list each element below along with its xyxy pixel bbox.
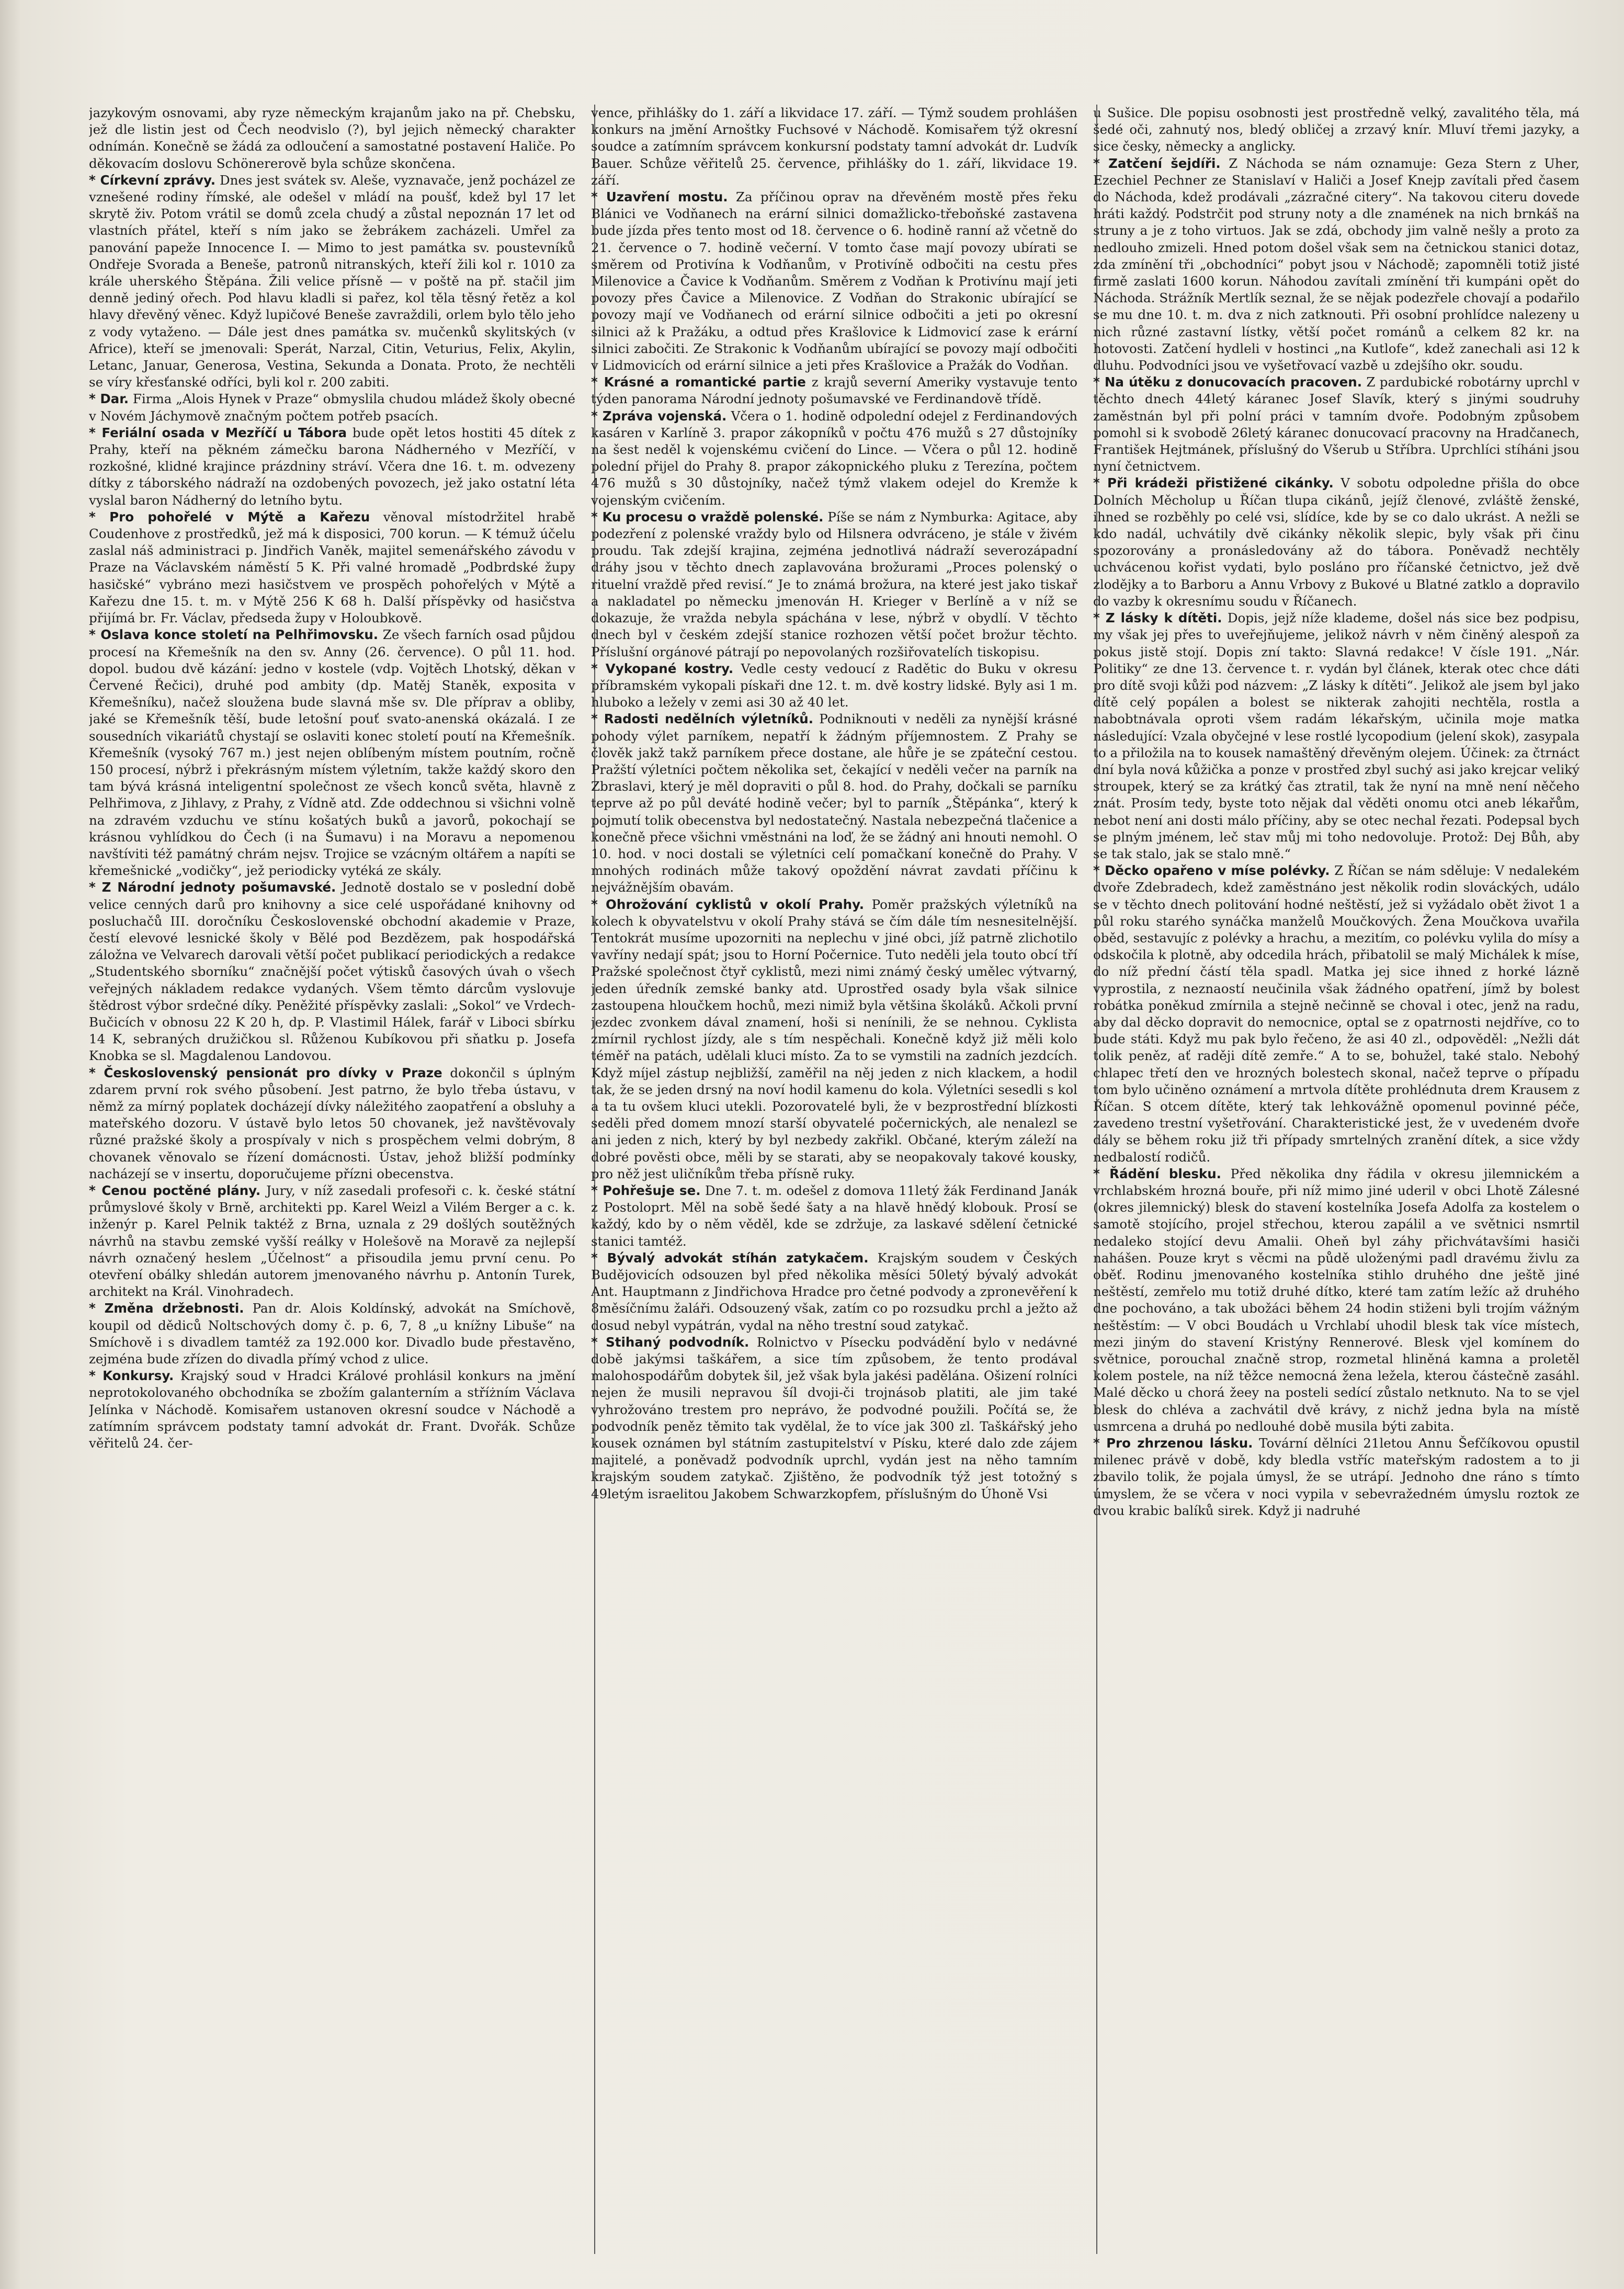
- news-item-heading: * Změna držebnosti.: [89, 1301, 244, 1316]
- news-item: [1093, 1166, 1580, 1435]
- news-item-heading: * Uzavření mostu.: [591, 189, 728, 205]
- news-item: [591, 1250, 1077, 1334]
- news-item-heading: * Pro zhrzenou lásku.: [1093, 1436, 1253, 1451]
- news-item-heading: * Ohrožování cyklistů v okolí Prahy.: [591, 896, 865, 912]
- news-item-heading: * Bývalý advokát stíhán zatykačem.: [591, 1250, 869, 1266]
- column-middle: [591, 105, 1077, 2254]
- news-item: [89, 172, 575, 391]
- news-item-text: jazykovým osnovami, aby ryze německým krajanům jako na př. Chebsku, jež dle listin jest od Čech neodvislo (?), byl jejich německý charakter odnímán. Konečně se žádá za odloučení a samostatné postavení Haliče. Po děkovacím doslovu Schönererově byla schůze skončena.: [89, 105, 575, 171]
- news-item-heading: * Radosti nedělních výletníků.: [591, 711, 814, 727]
- news-item-heading: * Zatčení šejdíři.: [1093, 155, 1221, 171]
- news-item-text: Z Říčan se nám sděluje: V nedalekém dvoře Zdebradech, kdež zaměstnáno jest několik rodin slováckých, událo se v těchto dnech politování hodné neštěstí, jež si vyžádalo obět život 1 a půl roku starého synáčka manželů Moučkových. Žena Moučkova uvařila oběd, sestavujíc z polévky a hrachu, a mezitím, co polévku vylila do mísy a odskočila k plotně, aby odcedila hrách, přibatolil se malý Michálek k míse, do níž přední částí těla spadl. Matka jej sice ihned z horké lázně vyprostila, z neznaostí neučinila však žádného opatření, jímž by bolest robátka poněkud zmírnila a stejně nečinně se choval i otec, jenž na radu, aby dal děcko dopravit do nemocnice, optal se z opatrnosti nejdříve, co to bude státi. Když mu pak bylo řečeno, že asi 40 zl., odpověděl: „Nežli dát tolik peněz, ať raději dítě zemře.“ A to se, bohužel, také stalo. Nebohý chlapec třetí den ve hrozných bolestech skonal, načež teprve o případu tom bylo učiněno oznámení a mrtvola dítěte prohlédnuta drem Krausem z Říčan. S otcem dítěte, který tak lehkovážně opomenul povinné péče, zavedeno trestní vyšetřování. Charakteristické jest, že v uvedeném dvoře dály se během roku již tři případy smrtelných zranění dítek, a sice vždy nedbalostí rodičů.: [1093, 863, 1580, 1165]
- news-item: [89, 1182, 575, 1300]
- news-item: [89, 509, 575, 627]
- news-item-heading: * Konkursy.: [89, 1368, 174, 1384]
- news-item-heading: * Zpráva vojenská.: [591, 408, 727, 424]
- news-item-text: vence, přihlášky do 1. září a likvidace 17. září. — Týmž soudem prohlášen konkurs na jmění Arnoštky Fuchsové v Náchodě. Komisařem týž okresní soudce a zatímním správcem konkursní podstaty tamní advokát dr. Ludvík Bauer. Schůze věřitelů 25. července, přihlášky do 1. září, likvidace 19. září.: [591, 105, 1077, 188]
- news-item: [89, 1368, 575, 1452]
- news-item-text: Z Náchoda se nám oznamuje: Geza Stern z Uher, Ezechiel Pechner ze Stanislaví v Haliči a Josef Knejp zavítali před časem do Náchoda, kdež prodávali „zázračné citery“. Na takovou citeru dovede hráti každý. Podstrčit pod struny noty a dle znamének na nich brnkáš na struny a je z toho virtuos. Jak se zdá, obchody jim valně nešly a proto za nedlouho zmizeli. Hned potom došel však sem na četnickou stanici dotaz, zda zmínění tři „obchodníci“ pobyt jsou v Náchodě; zapomněli totiž jisté firmě zaslati 1600 korun. Náhodou zavítali zmínění tři kumpáni opět do Náchoda. Strážník Mertlík seznal, že se nějak podezřele chovají a podařilo se mu dne 10. t. m. dva z nich zatknouti. Při osobní prohlídce nalezeny u nich různé zastavní lístky, větší počet románů a celkem 82 kr. na hotovosti. Zatčení hydleli v hostinci „na Kutlofe“, kdež zanechali asi 12 k dluhu. Podvodníci jsou ve vyšetřovací vazbě u zdejšího okr. soudu.: [1093, 155, 1580, 373]
- column-right: [1093, 105, 1580, 2254]
- column-left: [89, 105, 575, 2254]
- news-item: [591, 374, 1077, 407]
- news-item-heading: * Stihaný podvodník.: [591, 1334, 749, 1350]
- news-item: [1093, 610, 1580, 862]
- news-item: [591, 660, 1077, 711]
- news-item-text: Jury, v níž zasedali profesoři c. k. české státní průmyslové školy v Brně, architekti pp. Karel Weizl a Vilém Berger a c. k. inženýr p. Karel Pelnik taktéž z Brna, uznala z 29 došlých soutěžných návrhů na stavbu zemské vyšší reálky v Holešově na Moravě za nejlepší návrh označený heslem „Účelnost“ a přisoudila jemu první cenu. Po otevření obálky shledán autorem jmenovaného návrhu p. Antonín Turek, architekt na Král. Vinohradech.: [89, 1183, 575, 1300]
- news-item-text: Píše se nám z Nymburka: Agitace, aby podezření z polenské vraždy bylo od Hilsnera odvráceno, je stále v živém proudu. Tak zdejší krajina, zejména jednotlivá nádraží severozápadní dráhy jsou v těchto dnech zaplavována brožurami „Proces polenský o rituelní vraždě před revisí.“ Je to známá brožura, na které jest jako tiskař a nakladatel po německu jmenován H. Krieger v Berlíně a v níž se dokazuje, že vražda nebyla spáchána v lese, nýbrž v obydlí. V těchto dnech byl v českém zdejší stanice rozhozen větší počet brožur těchto. Příslušní orgánové pátrají po nepovolaných rozšiřovatelích tiskopisu.: [591, 509, 1077, 659]
- news-item: [591, 1334, 1077, 1502]
- news-item-heading: * Oslava konce století na Pelhřimovsku.: [89, 627, 379, 643]
- news-item: [591, 1182, 1077, 1250]
- news-item-text: Ze všech farních osad půjdou procesí na Křemešník na den sv. Anny (26. července). O půl 11. hod. dopol. budou dvě kázání: jedno v kostele (vdp. Vojtěch Lhotský, děkan v Červené Řečici), druhé pod ambity (dp. Matěj Staněk, exposita v Křemešníku), načež sloužena bude slavná mše sv. Dle příprav a obliby, jaké se Křemešník těší, bude letošní pouť svato-anenská okázalá. I ze sousedních vikariátů chystají se oslaviti konec století poutí na Křemešník. Křemešník (vysoký 767 m.) jest nejen oblíbeným místem poutním, ročně 150 procesí, nýbrž i překrásným místem výletním, takže každý skoro den tam bývá krásná inteligentní společnost ze všech konců světa, hlavně z Pelhřimova, z Jihlavy, z Prahy, z Vídně atd. Zde oddechnou si všichni volně na zdravém vzduchu ve stínu košatých buků a javorů, pokochají se krásnou vyhlídkou do Čech (i na Šumavu) i na Moravu a nepomenou navštíviti též památný chrám nejsv. Trojice se vzácným oltářem a napíti se křemešnické „vodičky“, jež periodicky vytéká ze skály.: [89, 627, 575, 879]
- news-item-text: Vedle cesty vedoucí z Radětic do Buku v okresu příbramském vykopali pískaři dne 12. t. m. dvě kostry lidské. Byly asi 1 m. hluboko a ležely v zemi asi 30 až 40 let.: [591, 660, 1077, 710]
- news-item-heading: * Děcko opařeno v míse polévky.: [1093, 863, 1330, 879]
- news-item-heading: * Řádění blesku.: [1093, 1166, 1221, 1181]
- news-item-text: Podniknouti v neděli za nynější krásné pohody výlet parníkem, nepatří k žádným příjemnostem. Z Prahy se člověk jakž takž parníkem přece dostane, ale hůře je se zpáteční cestou. Pražští výletníci počtem několika set, čekající v neděli večer na parník na Zbraslavi, který je měl dopraviti o půl 8. hod. do Prahy, dočkali se parníku teprve až po půl deváté hodině večer; byl to parník „Štěpánka“, který k pojmutí tolik obecenstva byl nedostatečný. Nastala nebezpečná tlačenice a konečně přece všichni vměstnáni na loď, že se žádný ani hnouti nemohl. O 10. hod. v noci dostali se výletníci celí pomačkaní konečně do Prahy. V mnohých rodinách může takový opoždění návrat zavdati příčinu k nejvážnějším obavám.: [591, 711, 1077, 895]
- news-item-text: V sobotu odpoledne přišla do obce Dolních Měcholup u Říčan tlupa cikánů, jejíž členové, zvláště ženské, ihned se rozběhly po celé vsi, slídíce, kde by se co dalo ukrást. A nežli se kdo nadál, uchvátily dvě cikánky několik slepic, byly však při činu spozorovány a pronásledovány až do tábora. Poněvadž nechtěly uchvácenou kořist vydati, bylo posláno pro říčanské četnictvo, jež dvě zlodějky a to Barboru a Annu Vrbovy z Bukové u Blatné zatklo a dopravilo do vazby k okresnímu soudu v Říčanech.: [1093, 475, 1580, 609]
- news-item: [89, 1065, 575, 1182]
- news-item-text: Za příčinou oprav na dřevěném mostě přes řeku Blánici ve Vodňanech na erární silnici domažlicko-třeboňské zastavena bude jízda přes tento most od 18. července o 6. hodině ranní až včetně do 21. července o 7. hodině večerní. V tomto čase mají povozy ubírati se směrem od Protivína k Vodňanům, v Protivíně odbočiti na cestu přes Milenovice a Čavice k Vodňanům. Směrem z Vodňan k Protivínu mají jeti povozy přes Čavice a Milenovice. Z Vodňan do Strakonic ubírající se povozy mají ve Vodňanech od erární silnice odbočiti a jeti po okresní silnici až k Pražáku, a odtud přes Krašlovice k Lidmovicí zase k erární silnici zabočiti. Ze Strakonic k Vodňanům ubírající se povozy mají odbočiti v Lidmovicích od erární silnice a jeti přes Krašlovice a Pražák do Vodňan.: [591, 189, 1077, 373]
- news-item: [591, 189, 1077, 374]
- news-item-text: Před několika dny řádila v okresu jilemnickém a vrchlabském hrozná bouře, při níž mimo jiné uderil v obci Lhotě Zálesné (okres jilemnický) blesk do stavení kostelníka Josefa Adolfa za kostelem o samotě stojícího, projel střechou, kterou zapálil a ve světnici nsmrtil nedaleko stojící devu Amalii. Oheň byl záhy přichvátavšími hasiči nahášen. Pouze kryt s věcmi na půdě uloženými padl dravému živlu za oběť. Rodinu jmenovaného kostelníka stihlo druhého dne ještě jiné neštěstí, zemřelo mu totiž druhé dítko, které tam zatím ležíc až druhého dne pochováno, a tak ubožáci během 24 hodin stiženi byli trojím vážným neštěstím: — V obci Boudách u Vrchlabí uhodil blesk tak více místech, mezi jiným do stavení Kristýny Rennerové. Blesk vjel komínem do světnice, porouchal značně strop, rozmetal hliněná kamna a proletěl kolem postele, na níž těžce nemocná žena ležela, kterou částečně zasáhl. Malé děcko u chorá žeey na posteli sedící zůstalo netknuto. Na to se vjel blesk do chléva a zachvátil dvě krávy, z nichž jedna byla na místě usmrcena a druhá po nedlouhé době musila býti zabita.: [1093, 1166, 1580, 1434]
- news-item-text: Pan dr. Alois Koldínský, advokát na Smíchově, koupil od dědiců Noltschových domy č. p. 6, 7, 8 „u knížny Libuše“ na Smíchově i s divadlem tamtéž za 192.000 kor. Divadlo bude přestavěno, zejména bude zřízen do divadla přímý vchod z ulice.: [89, 1301, 575, 1367]
- text-columns: [89, 105, 1580, 2254]
- news-item: [89, 1300, 575, 1368]
- news-item: [591, 896, 1077, 1182]
- news-item: [1093, 475, 1580, 610]
- news-item: [591, 711, 1077, 896]
- news-item-text: Dopis, jejž níže klademe, došel nás sice bez podpisu, my však jej přes to uveřejňujeme, jelikož návrh v něm činěný alespoň za pokus jistě stojí. Dopis zní takto: Slavná redakce! V čísle 191. „Nár. Politiky“ ze dne 13. července t. r. vydán byl článek, kterak otec chce dáti pro dítě svoji kůži pod názvem: „Z lásky k dítěti“. Jelikož ale jsem byl jako dítě celý popálen a bolest se nikterak zahojiti nechtěla, rostla a nabobtnávala oproti všem radám lékařským, učinila moje matka následující: Vzala obyčejné v lese rostlé lycopodium (jelení skok), zasypala to a přiložila na to kousek namaštěný dřevěným olejem. Účinek: za čtrnáct dní byla nová kůžička a ponze v prostřed zbyl suchý asi jako krejcar veliký stroupek, který se za krátký čas ztratil, tak že nyní na mně není něčeho znát. Prosím tedy, byste toto nějak dal věděti onomu otci aneb lékařům, nebot není ani dosti málo příčiny, aby se otec nechal řezati. Podepsal bych se plným jménem, leč stav můj mi toho nedovoluje. Protož: Dej Bůh, aby se tak stalo, jak se stalo mně.“: [1093, 610, 1580, 861]
- news-item: [1093, 1435, 1580, 1519]
- news-item-heading: * Feriální osada v Mezříčí u Tábora: [89, 425, 347, 440]
- news-item-heading: * Cenou poctěné plány.: [89, 1183, 261, 1198]
- news-item-text: Krajský soud v Hradci Králové prohlásil konkurs na jmění neprotokolovaného obchodníka se zbožím galanterním a stříżním Václava Jelínka v Náchodě. Komisařem ustanoven okresní soudce v Náchodě a zatímním správcem podstaty tamní advokát dr. Frant. Dvořák. Schůze věřitelů 24. čer-: [89, 1368, 575, 1451]
- news-item-text: Krajským soudem v Českých Budějovicích odsouzen byl před několika měsíci 50letý bývalý advokát Ant. Hauptmann z Jindřichova Hradce pro četné podvody a zpronevěření k 8měsíčnímu žaláři. Odsouzený však, zatím co po rozsudku prchl a ježto až dosud nebyl vypátrán, vydal na něho trestní soud zatykač.: [591, 1250, 1077, 1333]
- news-item-heading: * Pro pohořelé v Mýtě a Kařezu: [89, 509, 370, 525]
- news-item-heading: * Vykopané kostry.: [591, 660, 734, 676]
- page-fold-shadow: [0, 0, 21, 2289]
- news-item: [1093, 155, 1580, 374]
- news-item-text: Dne 7. t. m. odešel z domova 11letý žák Ferdinand Janák z Postoloprt. Měl na sobě šedé šaty a na hlavě hnědý klobouk. Prosí se každý, kdo by o něm věděl, kde se zdržuje, za laskavé sdělení četnické stanici tamtéž.: [591, 1183, 1077, 1249]
- news-item-text: u Sušice. Dle popisu osobnosti jest prostředně velký, zavalitého těla, má šedé oči, zahnutý nos, bledý obličej a zrzavý knír. Mluví třemi jazyky, a sice česky, německy a anglicky.: [1093, 105, 1580, 154]
- news-item: [1093, 862, 1580, 1166]
- news-item-text: Dnes jest svátek sv. Alešе, vyznavače, jenž pocházel ze vznešené rodiny římské, ale odešel v mládí na poušť, kdež byl 17 let skrytě živ. Potom vrátil se domů zcela chudý a zůstal nepoznán 17 let od vlastních přátel, kteří s ním jako se žebrákem zacházeli. Umřel za panování papeže Innocence I. — Mimo to jest památka sv. poustevníků Ondřeje Svorada a Beneše, patronů nitranských, kteří žili kol r. 1010 za krále uherského Štěpána. Žili velice přísně — v poště na př. stačil jim denně jediný ořech. Pod hlavu kladli si pařez, kol těla těsný řetěz a kol hlavy dřevěný věnec. Když lupičové Beneše zavraždili, orlem bylo tělo jeho z vody vytaženo. — Dále jest dnes památka sv. mučenků skylitských (v Africe), kteří se jmenovali: Sperát, Narzal, Citin, Veturius, Felix, Akylin, Letanc, Januar, Generosa, Vestina, Sekunda a Donata. Proto, že nechtěli se víry křesťanské odříci, byli kol r. 200 zabiti.: [89, 172, 575, 390]
- news-item: [1093, 105, 1580, 155]
- news-item-heading: * Z Národní jednoty pošumavské.: [89, 880, 336, 895]
- news-item-heading: * Pohřešuje se.: [591, 1183, 701, 1198]
- news-item-text: věnoval místodržitel hrabě Coudenhove z prostředků, jež má k disposici, 700 korun. — K témuž účelu zaslal náš administraci p. Jindřich Vaněk, majitel semenářského závodu v Praze na Václavském náměstí 5 K. Při valné hromadě „Podbrdské župy hasičské“ vybráno mezi hasičstvem ve prospěch pohořelých v Mýtě a Kařezu dne 15. t. m. v Mýtě 256 K 68 h. Další příspěvky od hasičstva přijímá br. Fr. Václav, předseda župy v Holoubkově.: [89, 509, 575, 626]
- news-item-heading: * Dar.: [89, 391, 129, 407]
- news-item-heading: * Církevní zprávy.: [89, 172, 216, 188]
- news-item-text: Rolnictvo v Písecku podvádění bylo v nedávné době jakýmsi taškářem, a sice tím způsobem, že tento prodával malohospodářům dobytek šil, jež však byla jakési padělána. Ošizení rolníci nejen že musili nepravou šíl dvoji-či trojnásob platiti, ale jim také vyhrožováno trestem pro neprávo, že podvodné použili. Počítá se, že podvodník peněz těmito tak vydělal, že to více jak 300 zl. Taškářský jeho kousek oznámen byl státním zastupitelství v Písku, které dalo zde zájem majitelé, a poněvadž podvodník uprchl, vydán jest na něho tamním krajským soudem zatykač. Zjištěno, že podvodník týž jest totožný s 49letým israelitou Jakobem Schwarzkopfem, příslušným do Úhoně Vsi: [591, 1334, 1077, 1501]
- news-item-heading: * Na útěku z donucovacích pracoven.: [1093, 374, 1362, 390]
- news-item-text: Včera o 1. hodině odpolední odejel z Ferdinandových kasáren v Karlíně 3. prapor zákopníků v počtu 476 mužů s 27 důstojníky na šest neděl k vojenskému cvičení do Lince. — Včera o půl 12. hodině polední přijel do Prahy 8. prapor zákopnického pluku z Terezína, počtem 476 mužů s 30 důstojníky, načež týmž vlakem odejel do Kremže k vojenským cvičením.: [591, 408, 1077, 508]
- news-item-heading: * Československý pensionát pro dívky v Praze: [89, 1065, 442, 1080]
- news-item-heading: * Krásné a romantické partie: [591, 374, 806, 390]
- news-item-text: Z pardubické robotárny uprchl v těchto dnech 44letý káranec Josef Slavík, který s jinými soudruhy zaměstnán byl při polní práci v tamním dvoře. Podobným způsobem pomohl si k svobodě 26letý káranec donucovací pracovny na Hradčanech, František Hejtmánek, příslušný do Všerub u Stříbra. Uprchlíci stíháni jsou nyní četnictvem.: [1093, 374, 1580, 474]
- news-item-heading: * Z lásky k dítěti.: [1093, 610, 1222, 626]
- news-item-text: z krajů severní Ameriky vystavuje tento týden panorama Národní jednoty pošumavské ve Ferdinandově třídě.: [591, 374, 1077, 407]
- news-item-text: Poměr pražských výletníků na kolech k obyvatelstvu v okolí Prahy stává se čím dále tím nesnesitelnější. Tentokrát musíme upozorniti na neplechu v jiné obci, jíž patrně zlichotilo vavříny nedají spát; jsou to Horní Počernice. Tuto neděli jela touto obcí tří Pražské společnost čtyř cyklistů, mezi nimi známý český umělec výtvarný, jeden úředník zemské banky atd. Uprostřed osady byla však silnice zastoupena hloučkem hochů, mezi nimiž byla většina školáků. Ačkoli první jezdec zvonkem dával znamení, hoši si nenínili, že se nehnou. Cyklista zmírnil rychlost jízdy, ale s tím nespěchali. Konečně když již měli kolo téměř na patách, udělali kluci místo. Za to se vymstili na zadních jezdcích. Když míjel zástup nejbližší, zaměřil na něj jeden z nich klackem, a hodil tak, že se jeden drsný na noví hodil kamenu do kola. Výletníci sesedli s kol a ta tu ovšem kluci utekli. Pozorovatelé byli, že v bezprostřední blízkosti seděli před domem mnozí starší obyvatelé počernických, ale nenalezl se ani jeden z nich, který by byl nezbedy zakřikl. Občané, kterým záleží na dobré pověsti obce, měli by se starati, aby se neopakovaly takové kousky, pro něž jest uličníkům třeba přísně ruky.: [591, 896, 1077, 1181]
- news-item-text: bude opět letos hostiti 45 dítek z Prahy, kteří na pěkném zámečku barona Nádherného v Mezříčí, v rozkošné, klidné krajince prázdniny stráví. Včera dne 16. t. m. odvezeny dítky z táborského nádraží na ozdobených povozech, jež jako ostatní léta vyslal baron Nádherný do letního bytu.: [89, 425, 575, 508]
- news-item: [591, 408, 1077, 509]
- news-item-text: Tovární dělníci 21letou Annu Šefčíkovou opustil milenec právě v době, kdy bledla vstříc mateřským radostem a to ji zbavilo tolik, že pojala úmysl, že se utrápí. Jednoho dne ráno s tímto úmyslem, že se včera v noci vypila v sebevražedném úmyslu roztok ze dvou krabic balíků sirek. Když ji nadruhé: [1093, 1436, 1580, 1518]
- news-item-text: Firma „Alois Hynek v Praze“ obmyslila chudou mládež školy obecné v Novém Jáchymově značným počtem potřeb psacích.: [89, 391, 575, 424]
- news-item: [89, 879, 575, 1064]
- news-item: [89, 425, 575, 509]
- news-item: [591, 509, 1077, 660]
- news-item: [89, 105, 575, 172]
- news-item: [89, 391, 575, 424]
- news-item-heading: * Při krádeži přistižené cikánky.: [1093, 475, 1334, 491]
- news-item-text: Jednotě dostalo se v poslední době velice cenných darů pro knihovny a sice celé uspořádané knihovny od posluchačů III. doročníku Československé obchodní akademie v Praze, čestí elevové lesnické školy v Bělé pod Bezdězem, pak hospodářská záložna ve Velvarech darovali větší počet publikací periodických a redakce „Studentského sborníku“ značnější počet výtisků časových úvah o všech veřejných nákladem redakce vydaných. Všem těmto dárcům vyslovuje štědrost výbor srdečné díky. Peněžité příspěvky zaslali: „Sokol“ ve Vrdech-Bučicích v obnosu 22 K 20 h, dp. P. Vlastimil Hálek, farář v Liboci sbírku 14 K, sebraných družičkou sl. Růženou Kubíkovou při sňatku p. Josefa Knobka se sl. Magdalenou Landovou.: [89, 880, 575, 1064]
- news-item-text: dokončil s úplným zdarem první rok svého působení. Jest patrno, že bylo třeba ústavu, v němž za mírný poplatek docházejí dívky náležitého zaopatření a obsluhy a mateřského dozoru. V ústavě bylo letos 50 chovanek, jež navštěvovaly různé pražské školy a prospívaly v nich s prospěchem velmi dobrým, 8 chovanek věnovalo se řízení domácnosti. Ústav, jehož bližší podmínky nacházejí se v insertu, doporučujeme přízni obecenstva.: [89, 1065, 575, 1181]
- news-item: [89, 627, 575, 879]
- news-item-heading: * Ku procesu o vraždě polenské.: [591, 509, 824, 525]
- news-item: [1093, 374, 1580, 475]
- news-item: [591, 105, 1077, 189]
